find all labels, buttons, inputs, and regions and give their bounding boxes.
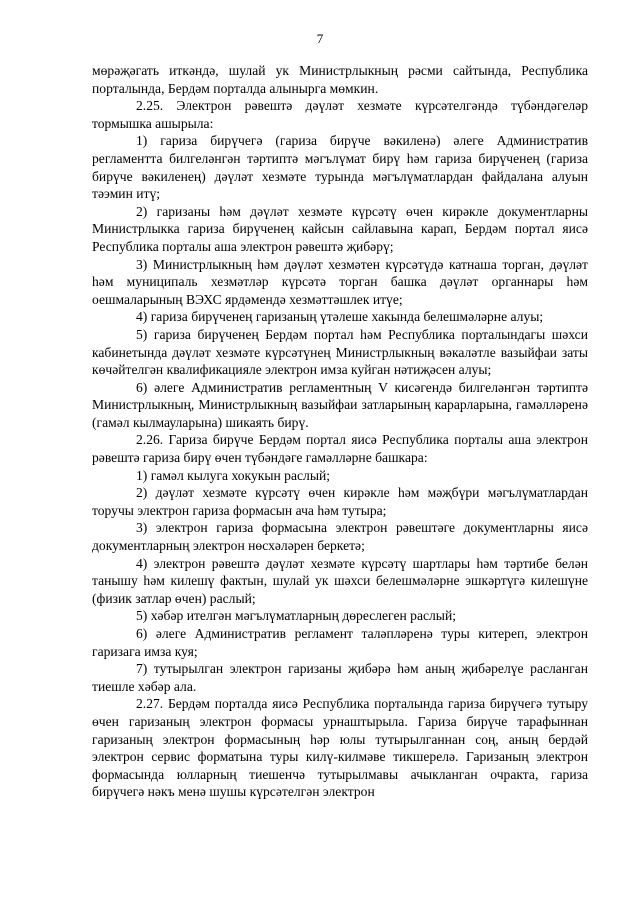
paragraph: 6) әлеге Административ регламент таләпләренә туры китереп, электрон гаризага имза куя;: [92, 626, 588, 659]
paragraph: 6) әлеге Административ регламентның V кисәгендә билгеләнгән тәртиптә Министрлыкның, Министрлыкның вазыйфаи затларының карарларына, гамәлләренә (гамәл кылмауларына) шикаять бирү.: [92, 379, 588, 430]
paragraph: 2.26. Гариза бирүче Бердәм портал яисә Республика порталы аша электрон рәвештә гариза бирү өчен түбәндәге гамәлләрне башкара:: [92, 432, 588, 466]
paragraph: 7) тутырылган электрон гаризаны җибәрә һәм аның җибәрелүе расланган тиешле хәбәр ала.: [92, 661, 588, 694]
document-body: [92, 62, 588, 801]
paragraph: 3) электрон гариза формасына электрон рәвештәге документларны яисә документларның электрон нөсхәләрен беркетә;: [92, 520, 588, 554]
paragraph: 2) дәүләт хезмәте күрсәтү өчен кирәкле һәм мәҗбүри мәгълүматлардан торучы электрон гариза формасын ача һәм тутыра;: [92, 485, 588, 518]
paragraph: мөрәҗәгать иткәндә, шулай ук Министрлыкның рәсми сайтында, Республика порталында, Бердәм порталда алынырга мөмкин.: [92, 63, 588, 96]
paragraph: 4) электрон рәвештә дәүләт хезмәте күрсәтү шартлары һәм тәртибе белән танышу һәм килешү фактын, шулай ук шәхси белешмәләрне эшкәртүгә килешүне (физик затлар өчен) раслый;: [92, 555, 588, 606]
paragraph: 3) Министрлыкның һәм дәүләт хезмәтен күрсәтүдә катнаша торган, дәүләт һәм муниципаль хезмәтләр күрсәтә торган башка дәүләт органнары һәм оешмаларының ВЭХС ярдәмендә хезмәттәшлек итүе;: [92, 256, 588, 307]
page-number: 7: [316, 31, 324, 46]
paragraph: 2.25. Электрон рәвештә дәүләт хезмәте күрсәтелгәндә түбәндәгеләр тормышка ашырыла:: [92, 98, 588, 131]
paragraph: 2) гаризаны һәм дәүләт хезмәте күрсәтү өчен кирәкле документларны Министрлыкка гариза бирүченең кайсын сайлавына карап, Бердәм портал яисә Республика порталы аша электрон рәвештә җибәрү;: [92, 203, 588, 254]
paragraph: 1) гамәл кылуга хокукын раслый;: [136, 467, 331, 483]
paragraph: 1) гариза бирүчегә (гариза бирүче вәкиленә) әлеге Административ регламентта билгеләнгән тәртиптә мәгълүмат бирү һәм гариза бирүченең (гариза бирүче вәкиленең) дәүләт хезмәте турында мәгълүматлардан файдалана алуын тәэмин итү;: [92, 133, 588, 202]
paragraph: 5) хәбәр ителгән мәгълүматларның дөреслеген раслый;: [136, 608, 456, 624]
paragraph: 5) гариза бирүченең Бердәм портал һәм Республика порталындагы шәхси кабинетында дәүләт хезмәте күрсәтүнең Министрлыкның вәкаләтле вазыйфаи заты көчәйтелгән квалификацияле электрон имза куйган нәтиҗәсен алуы;: [92, 326, 588, 378]
paragraph: 2.27. Бердәм порталда яисә Республика порталында гариза бирүчегә тутыру өчен гаризаның электрон формасы урнаштырыла. Гариза бирүче тарафыннан гаризаның электрон формасының һәр юлы тутырылганнан соң, аның бердәй электрон сервис форматына туры килү-килмәве тикшерелә. Гаризаның электрон формасында юлларның тиешенчә тутырылмавы ачыкланган очракта, гариза бирүчегә нәкъ менә шушы күрсәтелгән электрон: [92, 696, 588, 800]
paragraph: 4) гариза бирүченең гаризаның үтәлеше хакында белешмәләрне алуы;: [136, 309, 544, 325]
